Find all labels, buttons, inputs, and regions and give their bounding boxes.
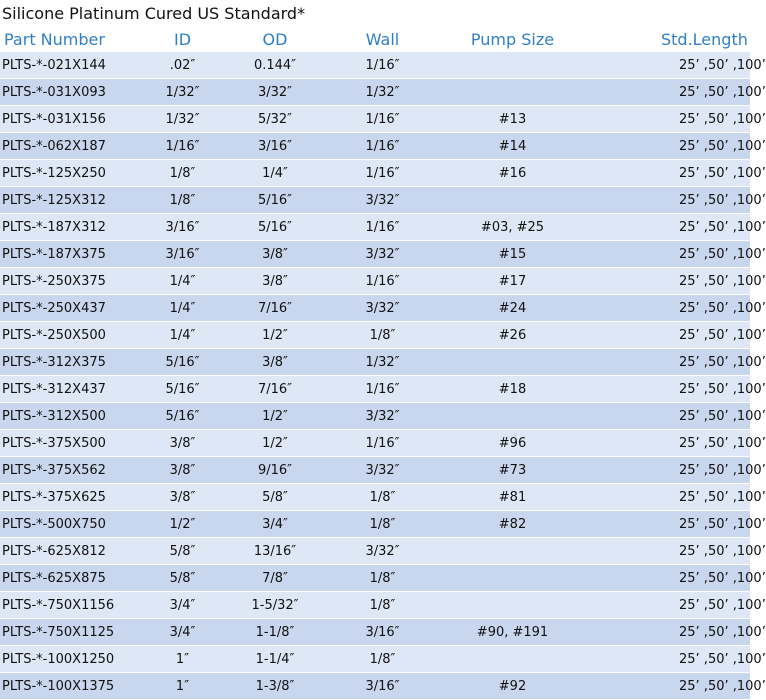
pump-size-cell [430,403,595,430]
std-length-cell: 25’ ,50’ ,100’ [595,295,750,322]
pump-size-cell: #15 [430,241,595,268]
od-cell: 7/16″ [215,376,335,403]
part-number-cell: PLTS-*-031X156 [0,106,150,133]
part-number-cell: PLTS-*-375X625 [0,484,150,511]
pump-size-cell: #17 [430,268,595,295]
id-cell: 3/16″ [150,241,215,268]
std-length-cell: 25’ ,50’ ,100’ [595,538,750,565]
std-length-cell: 25’ ,50’ ,100’ [595,484,750,511]
od-cell: 1-1/4″ [215,646,335,673]
id-cell: 1/8″ [150,160,215,187]
std-length-cell: 25’ ,50’ ,100’ [595,403,750,430]
pump-size-cell: #13 [430,106,595,133]
pump-size-cell: #26 [430,322,595,349]
wall-cell: 1/32″ [335,79,430,106]
table-row [0,619,750,646]
pump-size-cell: #73 [430,457,595,484]
page-title: Silicone Platinum Cured US Standard* [2,4,306,23]
table-row [0,241,750,268]
od-cell: 1/4″ [215,160,335,187]
part-number-cell: PLTS-*-250X375 [0,268,150,295]
id-cell: 5/8″ [150,538,215,565]
id-cell: 5/16″ [150,376,215,403]
column-header-part-number: Part Number [0,27,150,52]
part-number-cell: PLTS-*-100X1250 [0,646,150,673]
std-length-cell: 25’ ,50’ ,100’ [595,133,750,160]
part-number-cell: PLTS-*-500X750 [0,511,150,538]
od-cell: 5/32″ [215,106,335,133]
table-row [0,133,750,160]
pump-size-cell: #92 [430,673,595,700]
part-number-cell: PLTS-*-250X437 [0,295,150,322]
od-cell: 1/2″ [215,430,335,457]
wall-cell: 3/32″ [335,403,430,430]
id-cell: 3/4″ [150,592,215,619]
od-cell: 3/4″ [215,511,335,538]
id-cell: 3/8″ [150,430,215,457]
pump-size-cell [430,646,595,673]
column-header-pump-size: Pump Size [430,27,595,52]
part-number-cell: PLTS-*-125X250 [0,160,150,187]
std-length-cell: 25’ ,50’ ,100’ [595,673,750,700]
od-cell: 5/8″ [215,484,335,511]
od-cell: 13/16″ [215,538,335,565]
std-length-cell: 25’ ,50’ ,100’ [595,376,750,403]
table-row [0,565,750,592]
table-row [0,106,750,133]
part-number-cell: PLTS-*-312X375 [0,349,150,376]
column-header-std-length: Std.Length [595,27,750,52]
pump-size-cell: #16 [430,160,595,187]
part-number-cell: PLTS-*-312X437 [0,376,150,403]
std-length-cell: 25’ ,50’ ,100’ [595,106,750,133]
table-row [0,457,750,484]
id-cell: 1/8″ [150,187,215,214]
wall-cell: 3/32″ [335,295,430,322]
od-cell: 7/16″ [215,295,335,322]
table-row [0,484,750,511]
wall-cell: 1/16″ [335,133,430,160]
table-row [0,160,750,187]
part-number-cell: PLTS-*-312X500 [0,403,150,430]
wall-cell: 3/32″ [335,187,430,214]
od-cell: 1/2″ [215,403,335,430]
part-number-cell: PLTS-*-187X312 [0,214,150,241]
std-length-cell: 25’ ,50’ ,100’ [595,187,750,214]
std-length-cell: 25’ ,50’ ,100’ [595,79,750,106]
table-row [0,646,750,673]
pump-size-cell [430,565,595,592]
wall-cell: 1/16″ [335,214,430,241]
std-length-cell: 25’ ,50’ ,100’ [595,592,750,619]
wall-cell: 1/8″ [335,322,430,349]
pump-size-cell: #82 [430,511,595,538]
std-length-cell: 25’ ,50’ ,100’ [595,565,750,592]
std-length-cell: 25’ ,50’ ,100’ [595,457,750,484]
pump-size-cell [430,592,595,619]
std-length-cell: 25’ ,50’ ,100’ [595,619,750,646]
od-cell: 1-5/32″ [215,592,335,619]
part-number-cell: PLTS-*-750X1125 [0,619,150,646]
od-cell: 3/32″ [215,79,335,106]
wall-cell: 1/8″ [335,484,430,511]
id-cell: 1″ [150,646,215,673]
od-cell: 3/16″ [215,133,335,160]
part-number-cell: PLTS-*-021X144 [0,52,150,79]
part-number-cell: PLTS-*-625X875 [0,565,150,592]
pump-size-cell [430,349,595,376]
column-header-wall: Wall [335,27,430,52]
id-cell: 3/8″ [150,484,215,511]
part-number-cell: PLTS-*-125X312 [0,187,150,214]
od-cell: 3/8″ [215,268,335,295]
id-cell: 1/16″ [150,133,215,160]
pump-size-cell: #90, #191 [430,619,595,646]
wall-cell: 1/16″ [335,268,430,295]
wall-cell: 3/32″ [335,538,430,565]
table-body [0,52,766,700]
wall-cell: 1/8″ [335,565,430,592]
wall-cell: 3/16″ [335,619,430,646]
std-length-cell: 25’ ,50’ ,100’ [595,160,750,187]
part-number-cell: PLTS-*-100X1375 [0,673,150,700]
part-number-cell: PLTS-*-187X375 [0,241,150,268]
id-cell: 1/4″ [150,322,215,349]
wall-cell: 1/16″ [335,52,430,79]
wall-cell: 3/16″ [335,673,430,700]
od-cell: 5/16″ [215,214,335,241]
std-length-cell: 25’ ,50’ ,100’ [595,511,750,538]
wall-cell: 1/16″ [335,160,430,187]
part-number-cell: PLTS-*-031X093 [0,79,150,106]
pump-size-cell: #18 [430,376,595,403]
std-length-cell: 25’ ,50’ ,100’ [595,214,750,241]
std-length-cell: 25’ ,50’ ,100’ [595,349,750,376]
id-cell: 1/32″ [150,106,215,133]
table-row [0,322,750,349]
id-cell: 1/32″ [150,79,215,106]
std-length-cell: 25’ ,50’ ,100’ [595,322,750,349]
pump-size-cell: #03, #25 [430,214,595,241]
od-cell: 3/8″ [215,241,335,268]
column-header-id: ID [150,27,215,52]
id-cell: 1/4″ [150,268,215,295]
id-cell: 5/8″ [150,565,215,592]
table-row [0,403,750,430]
table-row [0,376,750,403]
column-header-od: OD [215,27,335,52]
table-row [0,430,750,457]
std-length-cell: 25’ ,50’ ,100’ [595,268,750,295]
od-cell: 5/16″ [215,187,335,214]
table-header-row [0,27,750,52]
wall-cell: 1/16″ [335,430,430,457]
table-row [0,673,750,700]
pump-size-cell [430,79,595,106]
wall-cell: 1/16″ [335,376,430,403]
wall-cell: 1/16″ [335,106,430,133]
table-row [0,79,750,106]
std-length-cell: 25’ ,50’ ,100’ [595,646,750,673]
part-number-cell: PLTS-*-250X500 [0,322,150,349]
pump-size-cell: #14 [430,133,595,160]
wall-cell: 1/32″ [335,349,430,376]
pump-size-cell: #96 [430,430,595,457]
pump-size-cell [430,187,595,214]
wall-cell: 3/32″ [335,241,430,268]
table-row [0,511,750,538]
part-number-cell: PLTS-*-375X500 [0,430,150,457]
table-row [0,52,750,79]
pump-size-cell: #24 [430,295,595,322]
id-cell: 3/4″ [150,619,215,646]
table-row [0,538,750,565]
part-number-cell: PLTS-*-625X812 [0,538,150,565]
od-cell: 1/2″ [215,322,335,349]
od-cell: 0.144″ [215,52,335,79]
id-cell: 1/2″ [150,511,215,538]
std-length-cell: 25’ ,50’ ,100’ [595,241,750,268]
od-cell: 3/8″ [215,349,335,376]
table-row [0,592,750,619]
table-row [0,214,750,241]
pump-size-cell [430,538,595,565]
od-cell: 1-3/8″ [215,673,335,700]
id-cell: 1/4″ [150,295,215,322]
wall-cell: 3/32″ [335,457,430,484]
od-cell: 7/8″ [215,565,335,592]
id-cell: 3/8″ [150,457,215,484]
id-cell: 3/16″ [150,214,215,241]
table-row [0,295,750,322]
wall-cell: 1/8″ [335,511,430,538]
part-number-cell: PLTS-*-062X187 [0,133,150,160]
pump-size-cell: #81 [430,484,595,511]
table-row [0,268,750,295]
table-row [0,187,750,214]
std-length-cell: 25’ ,50’ ,100’ [595,430,750,457]
wall-cell: 1/8″ [335,646,430,673]
part-number-cell: PLTS-*-375X562 [0,457,150,484]
part-number-cell: PLTS-*-750X1156 [0,592,150,619]
wall-cell: 1/8″ [335,592,430,619]
id-cell: .02″ [150,52,215,79]
pump-size-cell [430,52,595,79]
spec-table [0,27,766,700]
table-row [0,349,750,376]
id-cell: 1″ [150,673,215,700]
id-cell: 5/16″ [150,403,215,430]
std-length-cell: 25’ ,50’ ,100’ [595,52,750,79]
od-cell: 1-1/8″ [215,619,335,646]
id-cell: 5/16″ [150,349,215,376]
od-cell: 9/16″ [215,457,335,484]
